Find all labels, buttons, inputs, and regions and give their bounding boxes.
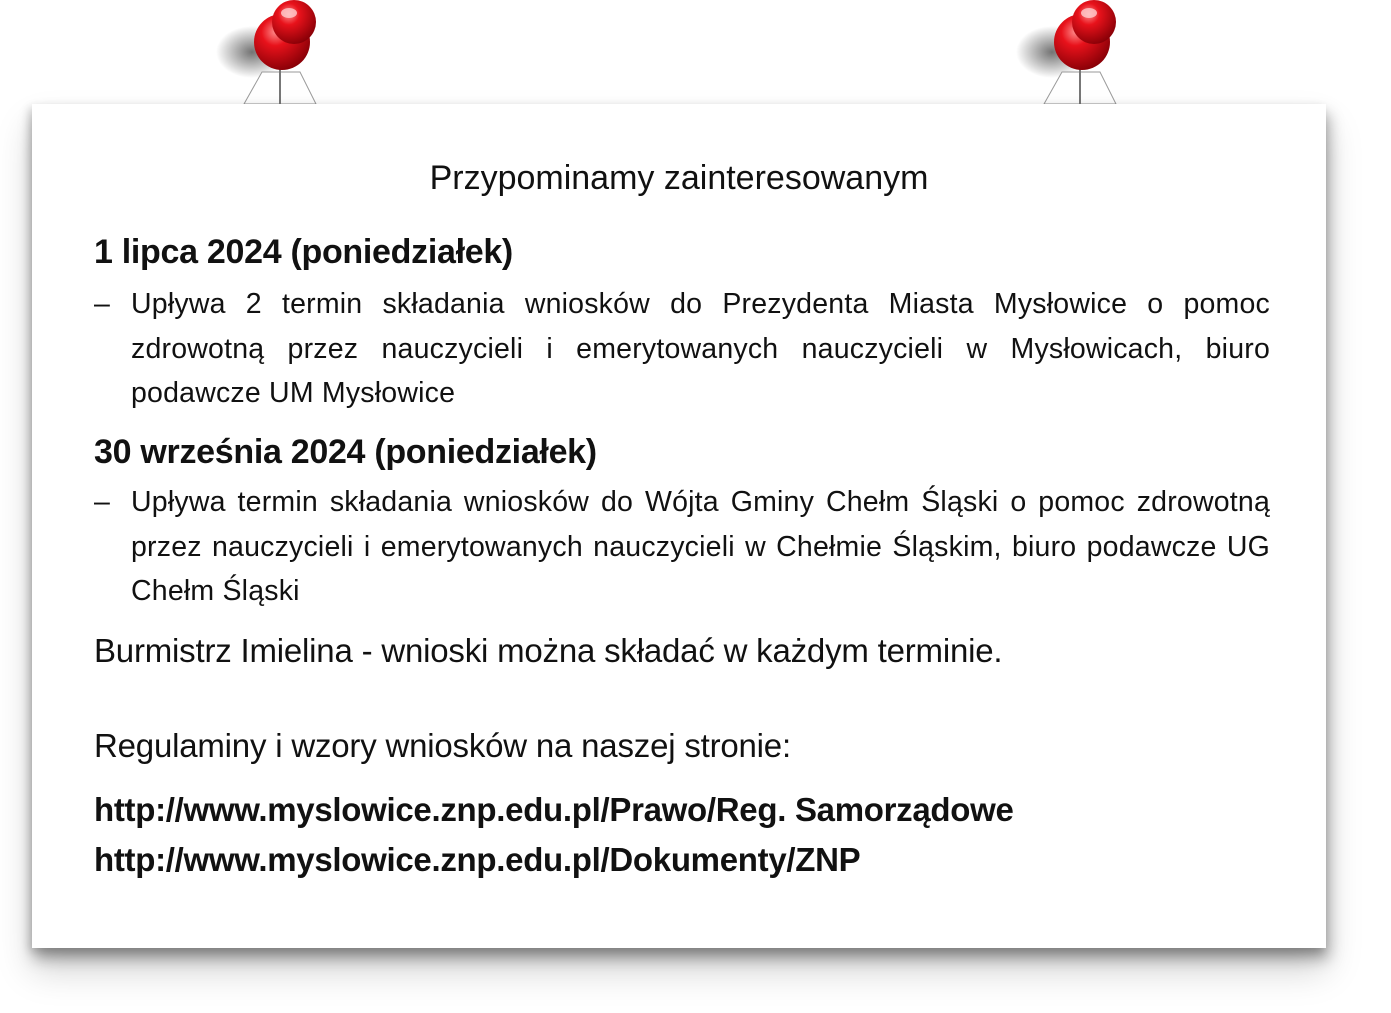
date-heading-2: 30 września 2024 (poniedziałek) xyxy=(94,433,597,471)
pushpin-icon xyxy=(210,0,330,110)
notice-card xyxy=(32,104,1326,948)
list-item-text: Upływa termin składania wniosków do Wójta Gminy Chełm Śląski o pomoc zdrowotną przez nauczycieli i emerytowanych nauczycieli w Chełmie Śląskim, biuro podawcze UG Chełm Śląski xyxy=(131,486,1270,607)
list-item-text: Upływa 2 termin składania wniosków do Prezydenta Miasta Mysłowice o pomoc zdrowotną przez nauczycieli i emerytowanych nauczycieli w Mysłowicach, biuro podawcze UM Mysłowice xyxy=(131,288,1270,409)
date-heading-1: 1 lipca 2024 (poniedziałek) xyxy=(94,233,513,271)
list-item xyxy=(94,282,1270,416)
link-documents[interactable]: http://www.myslowice.znp.edu.pl/Dokumenty/ZNP xyxy=(94,841,861,878)
pushpin-icon xyxy=(1010,0,1130,110)
burmistrz-note: Burmistrz Imielina - wnioski można składać w każdym terminie. xyxy=(94,632,1003,669)
regulations-intro: Regulaminy i wzory wniosków na naszej stronie: xyxy=(94,727,791,764)
list-item xyxy=(94,480,1270,614)
notice-title: Przypominamy zainteresowanym xyxy=(429,159,929,197)
dash-bullet: – xyxy=(94,486,110,518)
dash-bullet: – xyxy=(94,288,110,320)
link-regulations[interactable]: http://www.myslowice.znp.edu.pl/Prawo/Reg. Samorządowe xyxy=(94,791,1014,828)
